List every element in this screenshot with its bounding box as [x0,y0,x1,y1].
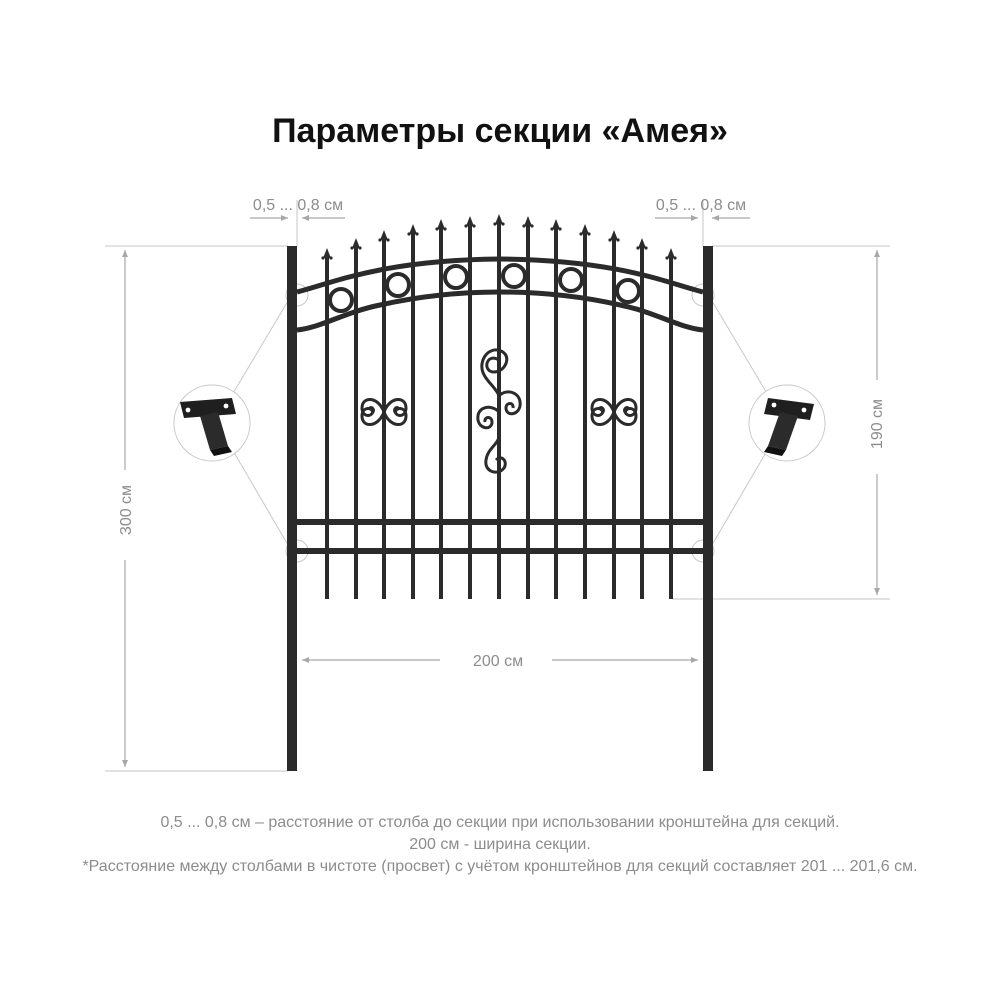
page-title: Параметры секции «Амея» [272,112,728,150]
bracket-detail-right [749,385,825,461]
note-width: 200 см - ширина секции. [409,836,591,853]
ornament-butterfly-left [362,398,406,426]
section-width-label: 200 см [472,653,524,670]
ornament-butterfly-right [592,398,636,426]
bracket-detail-left [174,385,250,461]
note-clearance: *Расстояние между столбами в чистоте (просвет) с учётом кронштейнов для секций составляет 201 ... 201,6 см. [82,858,918,875]
notes [0,812,1000,878]
post-height-label: 300 см [118,484,135,536]
note-gap: 0,5 ... 0,8 см – расстояние от столба до секции при использовании кронштейна для секций. [160,814,840,831]
post-left [287,246,297,771]
gap-dimension-right [655,197,753,246]
post-height-dimension [105,246,288,771]
middle-rail [297,519,703,525]
section-width-dimension [302,653,698,670]
fence-section [297,214,703,599]
gap-left-label: 0,5 ... 0,8 см [252,197,344,214]
gap-right-label: 0,5 ... 0,8 см [655,197,747,214]
gap-dimension-left [247,197,345,246]
bottom-rail [297,548,703,554]
post-right [703,246,713,771]
section-height-label: 190 см [869,398,886,450]
